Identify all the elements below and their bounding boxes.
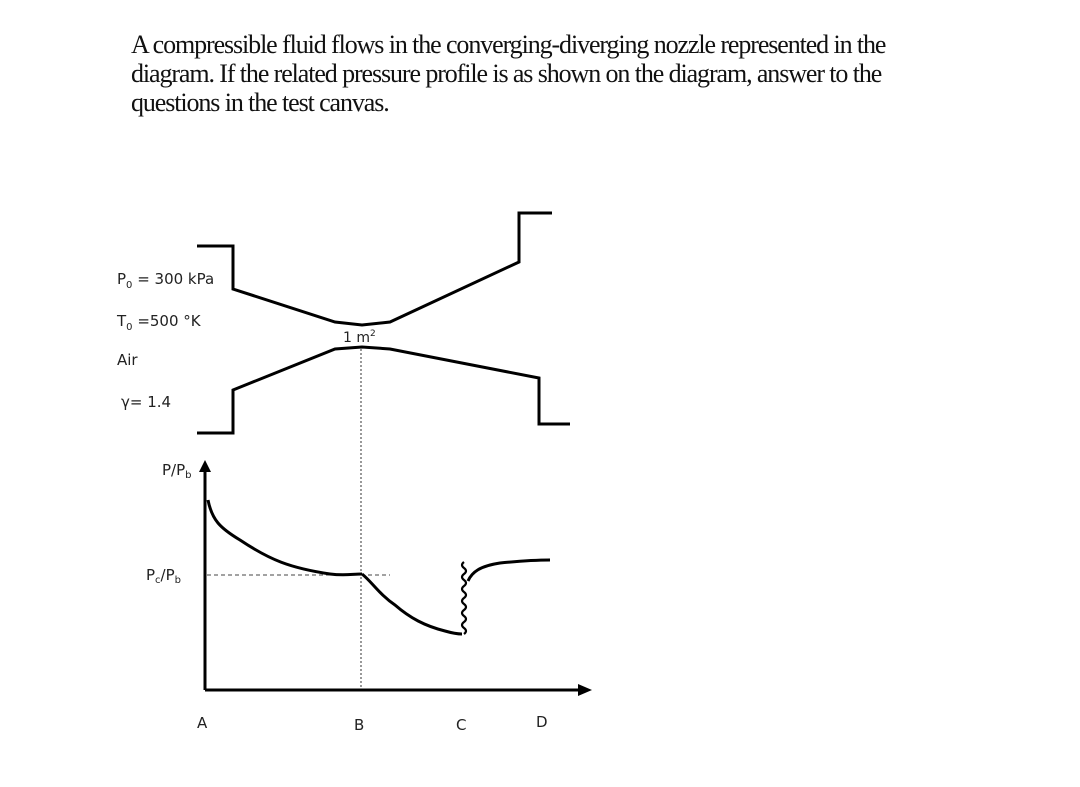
stagnation-temperature-label: $T_0 =500$ °K — [117, 312, 201, 333]
gamma-label: γ= 1.4 — [121, 393, 172, 411]
normal-shock-wave — [462, 562, 466, 634]
throat-area-label: 1 $m^2$ — [343, 329, 376, 346]
stagnation-pressure-label: $P_0 = 300$ kPa — [117, 270, 215, 291]
fluid-label: Air — [117, 351, 138, 369]
pressure-curve-after-shock — [468, 560, 550, 581]
position-label-a: A — [197, 714, 208, 732]
position-label-d: D — [536, 713, 548, 731]
pressure-curve-diverging — [362, 574, 462, 634]
problem-statement: A compressible fluid flows in the converging-diverging nozzle represented in the diagram. If the related pressure profile is as shown on the diagram, answer to the questions in the test canvas. — [131, 30, 886, 117]
position-label-b: B — [354, 716, 365, 734]
pc-ratio-label: $P_c/P_b$ — [146, 566, 182, 586]
y-axis-arrow — [199, 460, 211, 472]
position-label-c: C — [456, 716, 467, 734]
y-axis-label: $P/P_b$ — [162, 461, 192, 481]
x-axis-arrow — [578, 684, 592, 696]
nozzle-lower-wall — [197, 347, 570, 433]
pressure-curve-converging — [208, 500, 362, 575]
nozzle-upper-wall — [197, 213, 552, 325]
